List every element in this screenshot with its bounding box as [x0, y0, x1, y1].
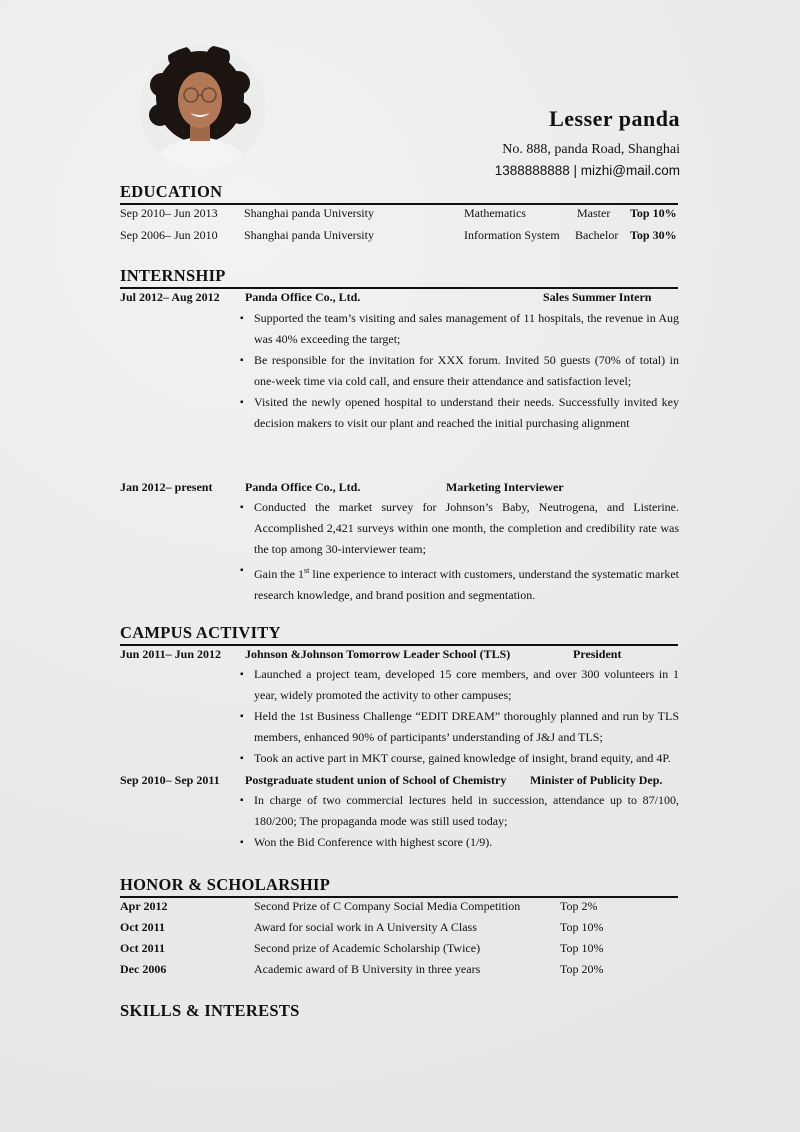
activity-date: Jun 2011– Jun 2012 — [120, 647, 222, 661]
edu-school: Shanghai panda University — [244, 206, 374, 220]
edu-degree: Bachelor — [575, 228, 619, 242]
honor-award: Second prize of Academic Scholarship (Twice) — [254, 941, 481, 955]
list-item: ▪ Conducted the market survey for Johnson’s Baby, Neutrogena, and Listerine. Accomplished 2,421 surveys within one month, the completion and credibility rate was the top among 30-interviewer team; — [254, 497, 679, 560]
list-item: ▪ Held the 1st Business Challenge “EDIT DREAM” thoroughly planned and run by TLS members, enhanced 90% of participants’ understanding of J&J and TLS; — [254, 706, 679, 748]
skills-section — [120, 1001, 678, 1021]
address: No. 888, panda Road, Shanghai — [502, 142, 680, 157]
honor-award: Academic award of B University in three years — [254, 962, 481, 976]
edu-major: Mathematics — [464, 206, 526, 220]
bullet-text: Gain the 1 — [254, 567, 305, 581]
activity-role: President — [573, 647, 622, 661]
activity-role: Minister of Publicity Dep. — [530, 773, 663, 787]
job-company: Panda Office Co., Ltd. — [245, 290, 361, 304]
activity-org: Postgraduate student union of School of Chemistry — [245, 773, 507, 787]
list-item — [254, 560, 679, 606]
edu-degree: Master — [577, 206, 611, 220]
activity-bullets — [254, 664, 679, 769]
honor-award: Second Prize of C Company Social Media Competition — [254, 899, 521, 913]
job-role: Sales Summer Intern — [543, 290, 652, 304]
list-item: ▪ Supported the team’s visiting and sales management of 11 hospitals, the revenue in Aug was 40% exceeding the target; — [254, 308, 679, 350]
job-date: Jul 2012– Aug 2012 — [120, 290, 220, 304]
section-divider — [120, 896, 678, 898]
honor-section — [120, 875, 678, 898]
honor-title: HONOR & SCHOLARSHIP — [120, 875, 331, 894]
job-role: Marketing Interviewer — [446, 480, 564, 494]
job-company: Panda Office Co., Ltd. — [245, 480, 361, 494]
activity-bullets — [254, 790, 679, 853]
ordinal-suffix: st — [304, 566, 310, 575]
campus-section — [120, 623, 678, 646]
honor-rank: Top 10% — [560, 920, 604, 934]
edu-school: Shanghai panda University — [244, 228, 374, 242]
bullet-text: line experience to interact with customers, understand the systematic market research knowledge, and brand position and segmentation. — [254, 567, 679, 602]
honor-date: Oct 2011 — [120, 941, 165, 955]
section-divider — [120, 644, 678, 646]
education-title: EDUCATION — [120, 182, 223, 201]
job-bullets — [254, 497, 679, 606]
campus-title: CAMPUS ACTIVITY — [120, 623, 281, 642]
edu-rank: Top 30% — [630, 228, 677, 242]
list-item: ▪ Launched a project team, developed 15 core members, and over 300 volunteers in 1 year, widely promoted the activity to other campuses; — [254, 664, 679, 706]
honor-date: Oct 2011 — [120, 920, 165, 934]
list-item: ▪ Took an active part in MKT course, gained knowledge of insight, brand equity, and 4P. — [254, 748, 679, 769]
job-date: Jan 2012– present — [120, 480, 213, 494]
section-divider — [120, 287, 678, 289]
contact-info: 1388888888 | mizhi@mail.com — [494, 163, 680, 178]
list-item: ▪ Won the Bid Conference with highest score (1/9). — [254, 832, 679, 853]
activity-date: Sep 2010– Sep 2011 — [120, 773, 220, 787]
edu-major: Information System — [464, 228, 560, 242]
skills-title: SKILLS & INTERESTS — [120, 1001, 300, 1020]
honor-rank: Top 20% — [560, 962, 604, 976]
internship-title: INTERNSHIP — [120, 266, 226, 285]
edu-date: Sep 2010– Jun 2013 — [120, 206, 218, 220]
honor-award: Award for social work in A University A Class — [254, 920, 477, 934]
list-item: ▪ Be responsible for the invitation for XXX forum. Invited 50 guests (70% of total) in one-week time via cold call, and ensure their attendance and satisfaction level; — [254, 350, 679, 392]
list-item: ▪ In charge of two commercial lectures held in succession, attendance up to 87/100, 180/200; The propaganda mode was still used today; — [254, 790, 679, 832]
applicant-name: Lesser panda — [549, 106, 680, 131]
honor-date: Dec 2006 — [120, 962, 167, 976]
edu-date: Sep 2006– Jun 2010 — [120, 228, 218, 242]
honor-rank: Top 2% — [560, 899, 598, 913]
education-section — [120, 182, 678, 205]
honor-date: Apr 2012 — [120, 899, 168, 913]
section-divider — [120, 203, 678, 205]
profile-photo — [140, 45, 265, 170]
job-bullets — [254, 308, 679, 434]
edu-rank: Top 10% — [630, 206, 677, 220]
activity-org: Johnson &Johnson Tomorrow Leader School (TLS) — [245, 647, 511, 661]
internship-section — [120, 266, 678, 289]
honor-rank: Top 10% — [560, 941, 604, 955]
list-item: ▪ Visited the newly opened hospital to understand their needs. Successfully invited key decision makers to visit our plant and reached the initial purchasing alignment — [254, 392, 679, 434]
person-portrait-icon — [140, 45, 265, 170]
